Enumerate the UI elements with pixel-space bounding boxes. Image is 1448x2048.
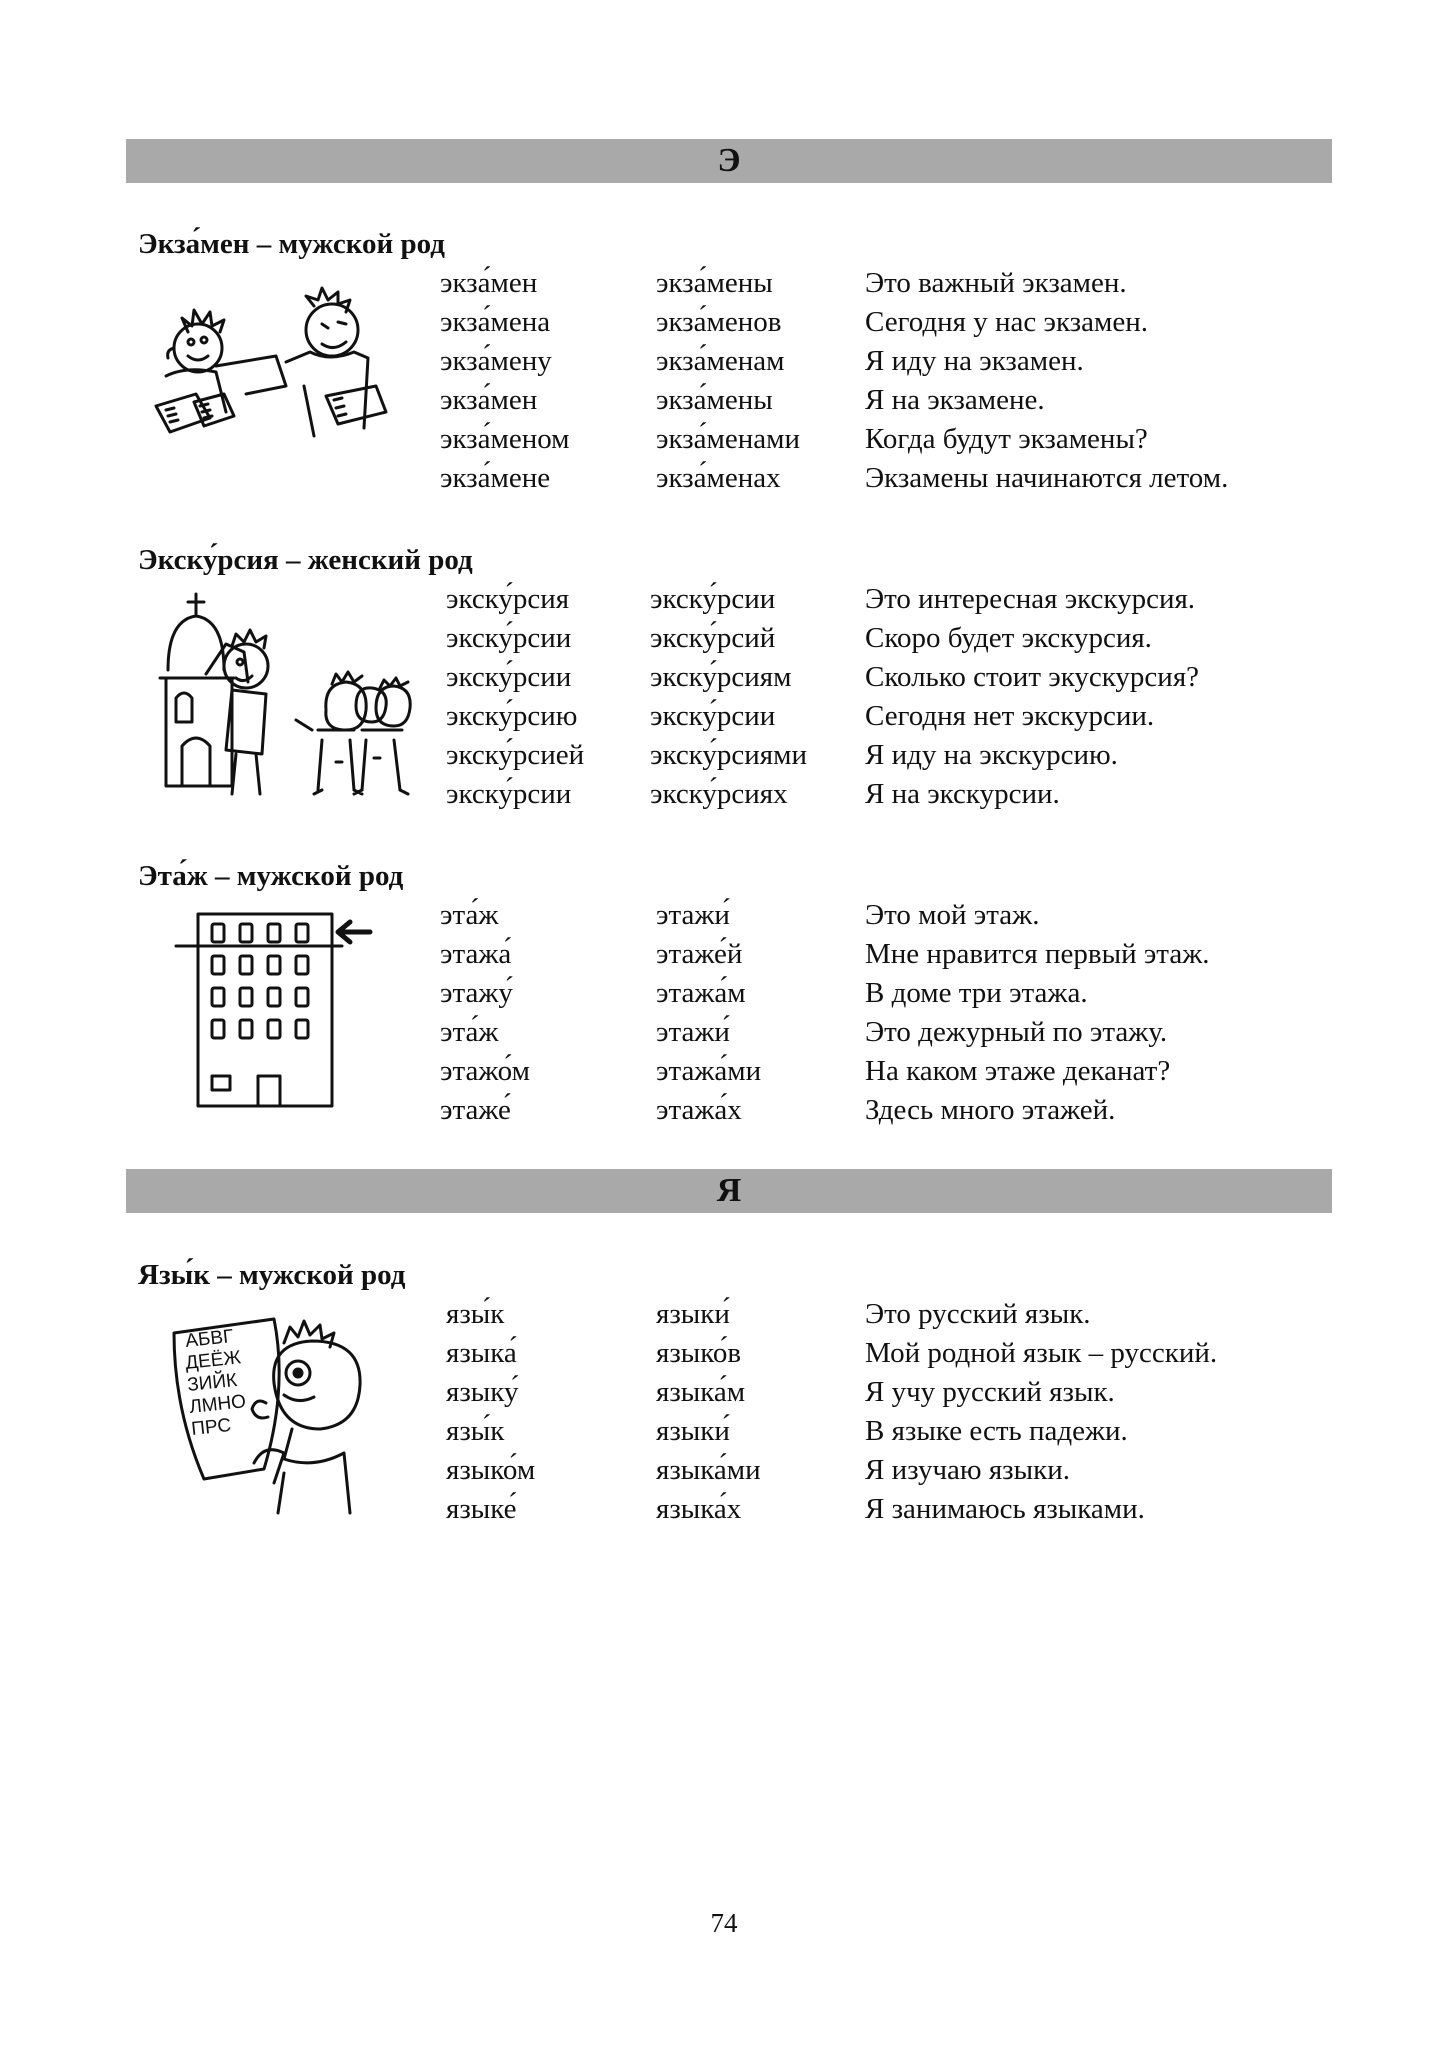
plural-form: языка́м (656, 1376, 746, 1408)
example-sentence: Это важный экзамен. (865, 267, 1127, 299)
example-sentence: Сегодня у нас экзамен. (865, 306, 1149, 338)
example-sentence: В доме три этажа. (865, 977, 1088, 1009)
plural-form: этажи́ (656, 899, 730, 931)
singular-form: этаже́ (440, 1094, 511, 1126)
example-sentence: Я занимаюсь языками. (865, 1493, 1145, 1525)
example-sentence: Я изучаю языки. (865, 1454, 1070, 1486)
singular-form: языка́ (446, 1337, 517, 1369)
example-sentence: Я на экскурсии. (865, 778, 1060, 810)
section-header-ya: Я (126, 1169, 1332, 1213)
singular-form: экску́рсии (446, 622, 572, 654)
example-sentence: Я иду на экзамен. (865, 345, 1084, 377)
plural-form: экза́мены (656, 384, 773, 416)
plural-form: экза́менам (656, 345, 785, 377)
singular-form: экску́рсией (446, 739, 585, 771)
example-sentence: Здесь много этажей. (865, 1094, 1116, 1126)
example-sentence: Сегодня нет экскурсии. (865, 700, 1155, 732)
singular-form: экску́рсию (446, 700, 578, 732)
example-sentence: Я на экзамене. (865, 384, 1045, 416)
singular-form: языку́ (446, 1376, 519, 1408)
plural-form: экску́рсии (650, 700, 776, 732)
plural-form: экску́рсий (650, 622, 776, 654)
plural-form: этажа́х (656, 1094, 742, 1126)
singular-form: эта́ж (440, 1016, 499, 1048)
plural-form: языко́в (656, 1337, 742, 1369)
plural-form: экза́менов (656, 306, 782, 338)
entry-title: Экску́рсия – женский род (138, 544, 473, 576)
page-number: 74 (710, 1908, 738, 1938)
example-sentence: Это дежурный по этажу. (865, 1016, 1168, 1048)
singular-form: экза́мен (440, 267, 538, 299)
plural-form: экску́рсиях (650, 778, 788, 810)
plural-form: экску́рсии (650, 583, 776, 615)
plural-form: этажа́м (656, 977, 746, 1009)
example-sentence: Когда будут экзамены? (865, 423, 1148, 455)
plural-form: экску́рсиями (650, 739, 807, 771)
singular-form: экску́рсии (446, 778, 572, 810)
alphabet-row: АБВГ (184, 1326, 235, 1352)
entry-title: Экза́мен – мужской род (138, 228, 445, 260)
singular-form: языко́м (446, 1454, 536, 1486)
plural-form: этажи́ (656, 1016, 730, 1048)
singular-form: этажо́м (440, 1055, 530, 1087)
example-sentence: Мне нравится первый этаж. (865, 938, 1210, 970)
example-sentence: Мой родной язык – русский. (865, 1337, 1218, 1369)
example-sentence: Я учу русский язык. (865, 1376, 1115, 1408)
section-header-e: Э (126, 139, 1332, 183)
singular-form: экза́мену (440, 345, 552, 377)
singular-form: этажу́ (440, 977, 513, 1009)
plural-form: экза́менах (656, 462, 781, 494)
plural-form: языки́ (656, 1298, 730, 1330)
students-at-exam-illustration (136, 286, 406, 446)
plural-form: языка́ми (656, 1454, 761, 1486)
example-sentence: Я иду на экскурсию. (865, 739, 1118, 771)
alphabet-row: ЗИЙК (186, 1369, 239, 1396)
example-sentence: В языке есть падежи. (865, 1415, 1128, 1447)
example-sentence: На каком этаже деканат? (865, 1055, 1171, 1087)
plural-form: экза́мены (656, 267, 773, 299)
example-sentence: Это мой этаж. (865, 899, 1040, 931)
alphabet-row: ПРС (190, 1414, 233, 1440)
singular-form: экза́мен (440, 384, 538, 416)
plural-form: этаже́й (656, 938, 743, 970)
entry-title: Язы́к – мужской род (138, 1259, 406, 1291)
plural-form: языка́х (656, 1493, 742, 1525)
plural-form: языки́ (656, 1415, 730, 1447)
plural-form: этажа́ми (656, 1055, 762, 1087)
boy-with-alphabet-illustration (164, 1313, 434, 1523)
singular-form: эта́ж (440, 899, 499, 931)
plural-form: экза́менами (656, 423, 800, 455)
plural-form: экску́рсиям (650, 661, 792, 693)
example-sentence: Это русский язык. (865, 1298, 1091, 1330)
example-sentence: Это интересная экскурсия. (865, 583, 1196, 615)
singular-form: язы́к (446, 1298, 505, 1330)
example-sentence: Скоро будет экскурсия. (865, 622, 1152, 654)
singular-form: язы́к (446, 1415, 505, 1447)
singular-form: языке́ (446, 1493, 517, 1525)
alphabet-row: ЛМНО (188, 1391, 248, 1418)
singular-form: экску́рсия (446, 583, 570, 615)
singular-form: этажа́ (440, 938, 512, 970)
building-floors-illustration (172, 910, 412, 1110)
entry-title: Эта́ж – мужской род (138, 860, 404, 892)
singular-form: экза́мене (440, 462, 551, 494)
example-sentence: Сколько стоит экускурсия? (865, 661, 1200, 693)
singular-form: экза́мена (440, 306, 551, 338)
singular-form: экза́меном (440, 423, 570, 455)
singular-form: экску́рсии (446, 661, 572, 693)
guide-at-church-illustration (136, 590, 416, 810)
alphabet-row: ДЕЁЖ (184, 1347, 242, 1374)
example-sentence: Экзамены начинаются летом. (865, 462, 1229, 494)
